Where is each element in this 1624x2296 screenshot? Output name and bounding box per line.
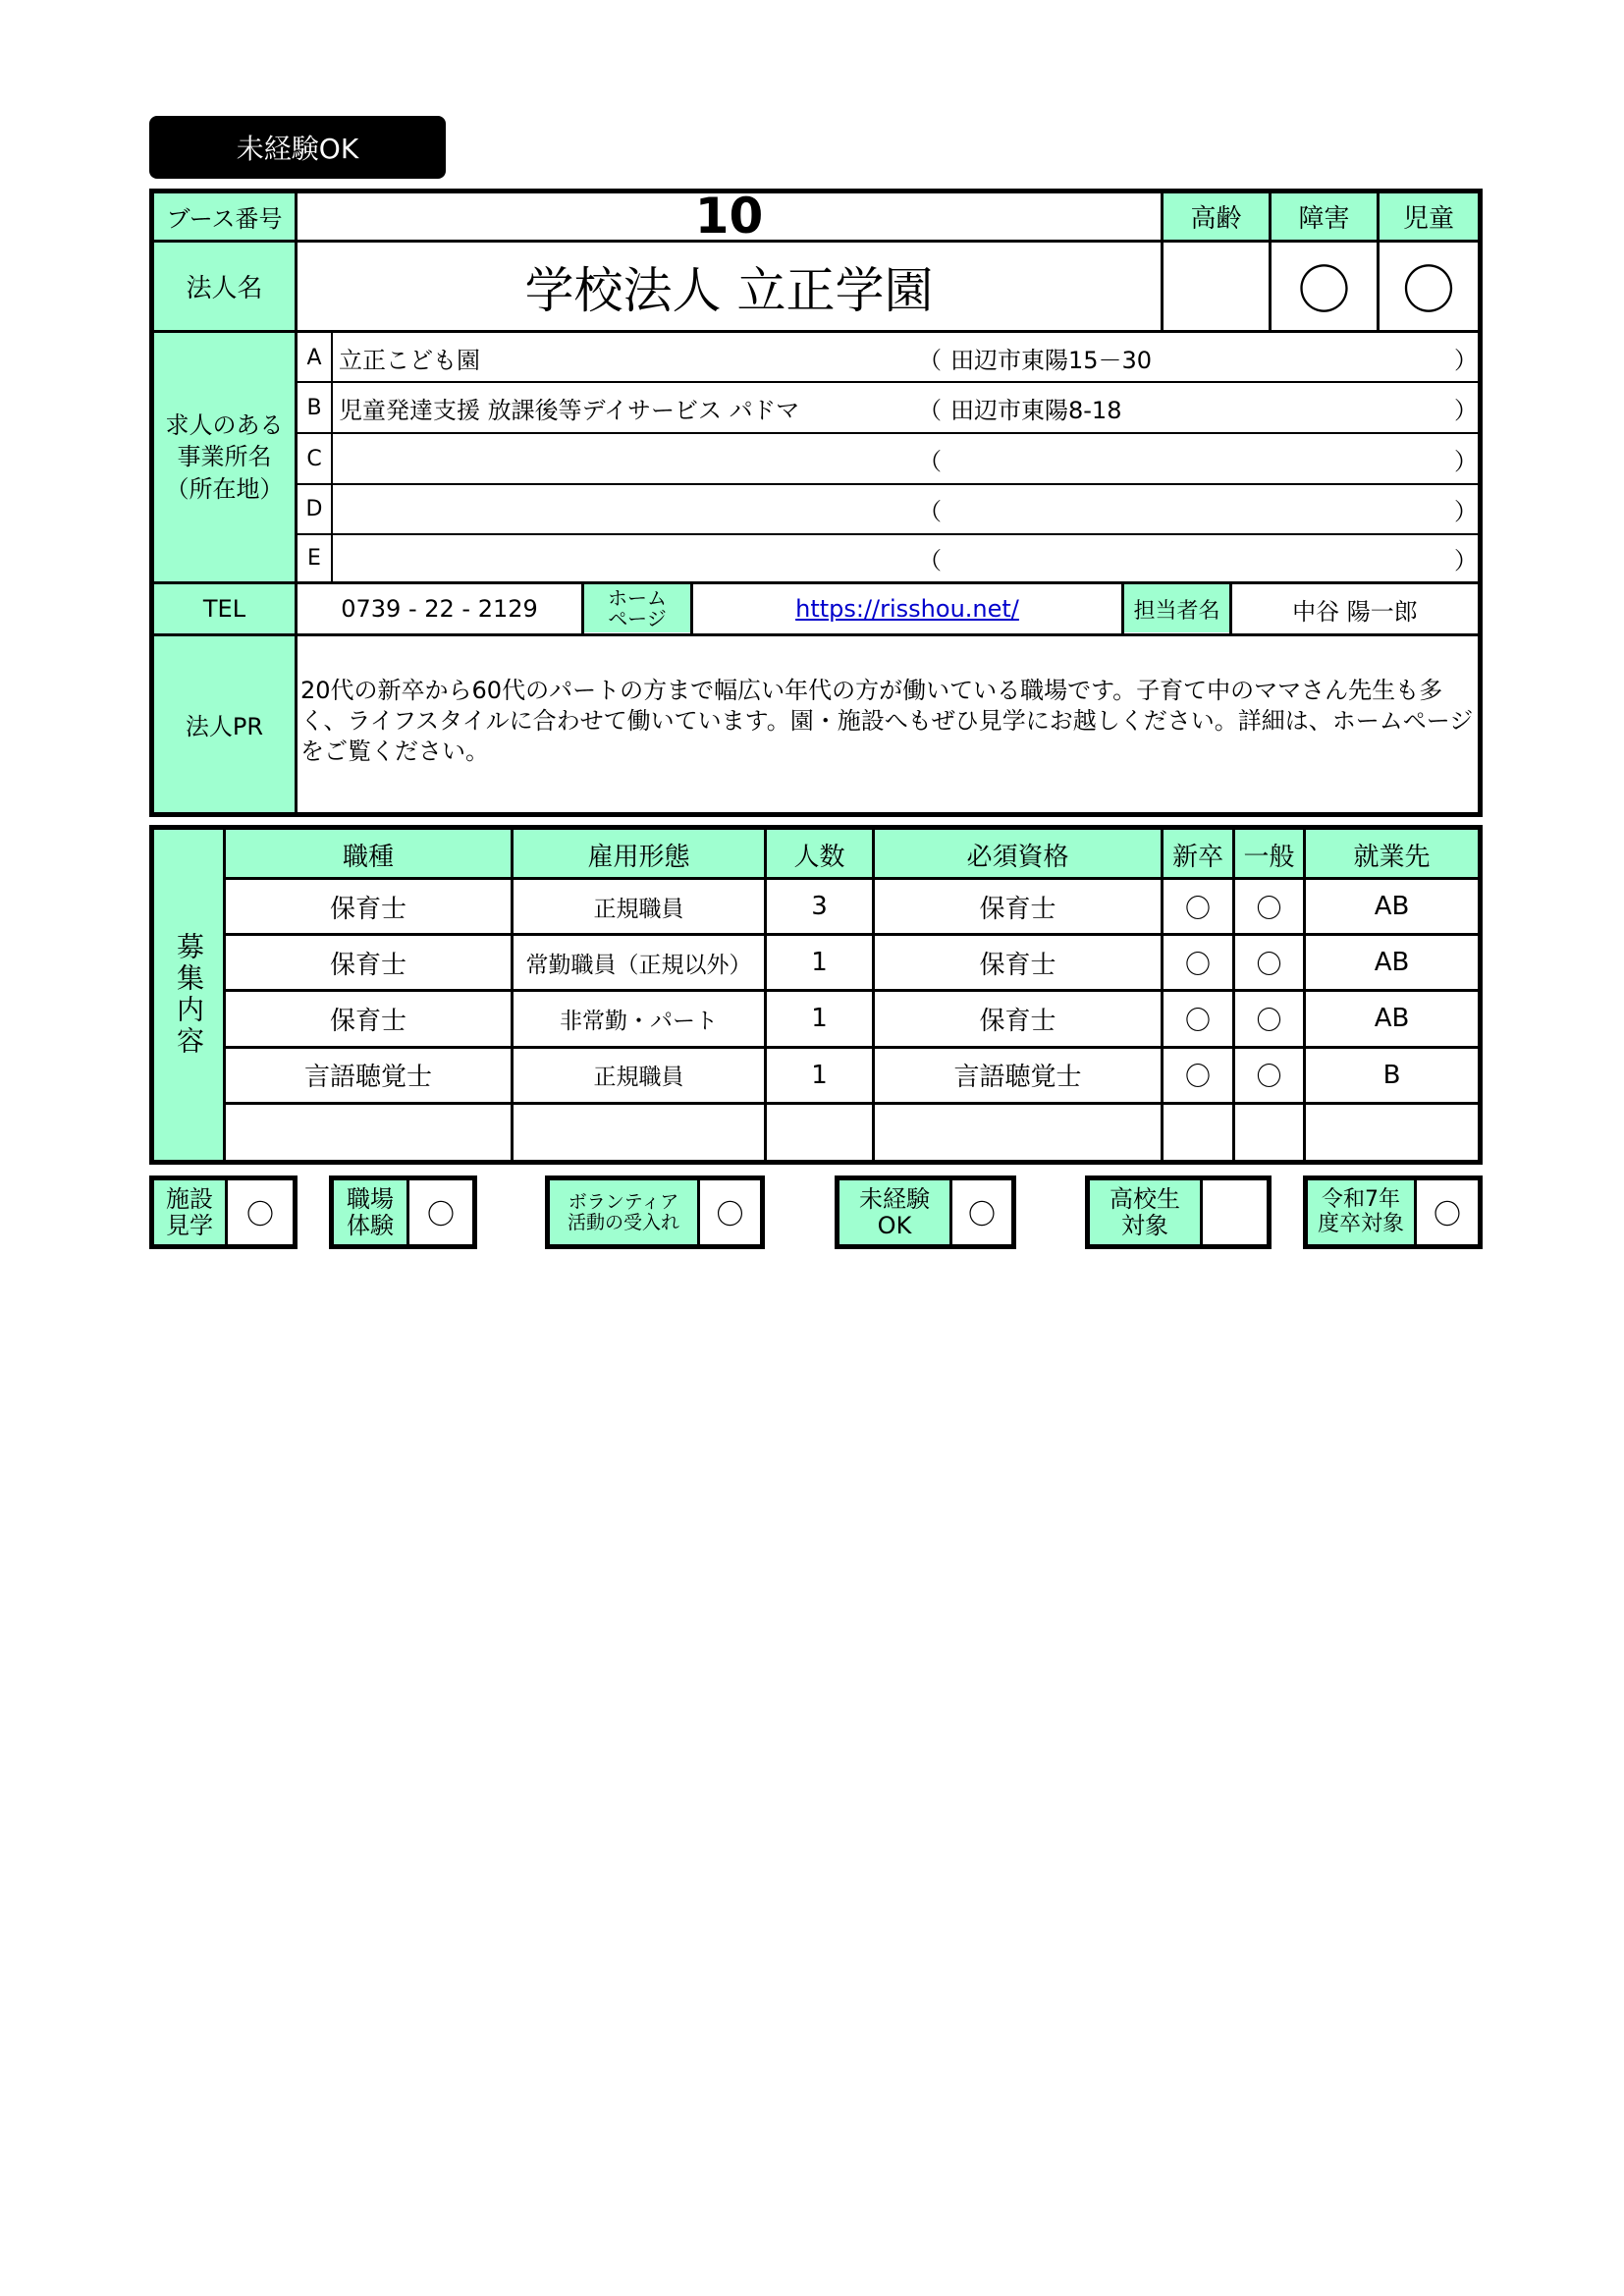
- paren-open: （: [918, 497, 942, 525]
- office-list: [298, 333, 1478, 581]
- cell-new-graduate: 〇: [1184, 1006, 1211, 1036]
- booth-number-label: ブース番号: [166, 205, 283, 233]
- header-employment-type: 雇用形態: [587, 842, 690, 872]
- office-address: [950, 434, 1441, 483]
- paren-open: （: [918, 447, 942, 475]
- tag-label: 未経験 OK: [839, 1180, 952, 1244]
- cell-job-type: 言語聴覚士: [303, 1063, 432, 1093]
- office-letter: D: [305, 496, 323, 521]
- disability-mark: 〇: [1297, 259, 1351, 321]
- cell-employment-type: 正規職員: [593, 1065, 684, 1091]
- cell-new-graduate: [1164, 1105, 1232, 1158]
- workplace-experience-tag: [329, 1175, 477, 1249]
- paren-open: （: [918, 546, 942, 574]
- cell-headcount: 1: [811, 1004, 828, 1034]
- cell-required-qualification: 保育士: [979, 1006, 1056, 1036]
- office-name: 立正こども園: [339, 346, 480, 374]
- cell-required-qualification: [875, 1105, 1161, 1158]
- tag-label: 令和7年 度卒対象: [1308, 1180, 1417, 1244]
- cell-headcount: [767, 1105, 872, 1158]
- facility-visit-tag: [149, 1175, 298, 1249]
- office-letter: E: [307, 545, 321, 571]
- office-address: 田辺市東陽15－30: [950, 346, 1153, 374]
- paren-close: ）: [1454, 396, 1478, 424]
- cell-general: 〇: [1256, 1063, 1282, 1093]
- corporation-name-label: 法人名: [186, 274, 263, 303]
- child-mark: 〇: [1402, 259, 1455, 321]
- recruitment-side-label: 募集内容: [173, 932, 205, 1058]
- homepage-link[interactable]: https://risshou.net/: [795, 595, 1019, 623]
- cell-workplace: AB: [1374, 1004, 1410, 1034]
- office-address: [950, 534, 1441, 581]
- tag-value: 〇: [716, 1197, 744, 1230]
- pr-text: 20代の新卒から60代のパートの方まで幅広い年代の方が働いている職場です。子育て中のママさん先生も多く、ライフスタイルに合わせて働いています。園・施設へもぜひ見学にお越しください。詳細は、ホームページをご覧ください。: [300, 677, 1474, 766]
- cell-headcount: 1: [811, 1060, 828, 1090]
- header-general: 一般: [1243, 842, 1295, 872]
- cell-headcount: 3: [811, 892, 828, 922]
- paren-close: ）: [1454, 346, 1478, 374]
- office-address: 田辺市東陽8-18: [950, 396, 1122, 424]
- corporation-name: 学校法人 立正学園: [524, 261, 934, 319]
- homepage-label: ホーム ページ: [608, 586, 667, 630]
- office-name: [339, 534, 918, 581]
- cell-job-type: 保育士: [329, 1006, 406, 1036]
- cell-general: 〇: [1256, 950, 1282, 980]
- category-elderly: 高齢: [1190, 204, 1242, 234]
- paren-open: （: [918, 346, 942, 374]
- category-child: 児童: [1402, 204, 1454, 234]
- cell-job-type: [226, 1105, 511, 1158]
- tag-value: 〇: [967, 1197, 996, 1230]
- cell-general: [1235, 1105, 1303, 1158]
- cell-workplace: AB: [1374, 892, 1410, 922]
- office-name: 児童発達支援 放課後等デイサービス パドマ: [339, 396, 800, 424]
- high-school-tag: [1085, 1175, 1272, 1249]
- cell-job-type: 保育士: [329, 950, 406, 980]
- cell-new-graduate: 〇: [1184, 894, 1211, 924]
- tag-label: 高校生 対象: [1090, 1180, 1203, 1244]
- office-letter: C: [306, 446, 322, 471]
- contact-person: 中谷 陽一郎: [1292, 597, 1418, 626]
- cell-workplace: AB: [1374, 948, 1410, 978]
- office-row-e: [298, 534, 1478, 581]
- category-disability: 障害: [1298, 204, 1350, 234]
- header-new-graduate: 新卒: [1171, 842, 1223, 872]
- header-workplace: 就業先: [1353, 842, 1431, 872]
- person-label: 担当者名: [1133, 598, 1220, 624]
- tel-label: TEL: [202, 595, 246, 623]
- cell-required-qualification: 保育士: [979, 950, 1056, 980]
- volunteer-tag: [545, 1175, 765, 1249]
- tag-label: ボランティア 活動の受入れ: [550, 1180, 700, 1244]
- inexperienced-ok-badge: 未経験OK: [149, 116, 446, 179]
- paren-close: ）: [1454, 546, 1478, 574]
- office-row-c: [298, 434, 1478, 483]
- office-letter: A: [306, 345, 322, 370]
- office-name: [339, 434, 918, 483]
- cell-new-graduate: 〇: [1184, 1063, 1211, 1093]
- cell-employment-type: 正規職員: [593, 896, 684, 922]
- office-name: [339, 484, 918, 533]
- cell-employment-type: 非常勤・パート: [560, 1008, 718, 1034]
- r7-graduates-tag: [1303, 1175, 1483, 1249]
- tag-value: [1203, 1180, 1267, 1244]
- cell-general: 〇: [1256, 894, 1282, 924]
- cell-workplace: B: [1382, 1060, 1401, 1090]
- inexperienced-ok-tag: [835, 1175, 1016, 1249]
- tag-value: 〇: [1433, 1197, 1461, 1230]
- cell-job-type: 保育士: [329, 894, 406, 924]
- office-letter: B: [306, 395, 322, 420]
- tag-value: 〇: [245, 1197, 274, 1230]
- paren-open: （: [918, 396, 942, 424]
- paren-close: ）: [1454, 497, 1478, 525]
- cell-employment-type: 常勤職員（正規以外）: [525, 952, 752, 978]
- office-row-b: [298, 383, 1478, 432]
- offices-label: 求人のある 事業所名 （所在地）: [165, 410, 284, 503]
- cell-required-qualification: 言語聴覚士: [953, 1063, 1082, 1093]
- cell-new-graduate: 〇: [1184, 950, 1211, 980]
- cell-required-qualification: 保育士: [979, 894, 1056, 924]
- header-headcount: 人数: [793, 842, 845, 872]
- tel-number: 0739 - 22 - 2129: [341, 595, 538, 623]
- cell-general: 〇: [1256, 1006, 1282, 1036]
- homepage-cell: [693, 584, 1121, 633]
- office-row-a: [298, 333, 1478, 382]
- header-required-qualification: 必須資格: [966, 842, 1069, 872]
- tag-label: 職場 体験: [334, 1180, 409, 1244]
- cell-headcount: 1: [811, 948, 828, 978]
- booth-number: 10: [694, 188, 764, 245]
- tag-value: 〇: [426, 1197, 455, 1230]
- paren-close: ）: [1454, 447, 1478, 475]
- cell-employment-type: [514, 1105, 764, 1158]
- tag-label: 施設 見学: [154, 1180, 228, 1244]
- pr-label: 法人PR: [185, 713, 264, 740]
- header-job-type: 職種: [342, 842, 394, 872]
- office-row-d: [298, 484, 1478, 533]
- cell-workplace: [1306, 1105, 1478, 1158]
- elderly-mark: [1164, 243, 1269, 330]
- office-address: [950, 484, 1441, 533]
